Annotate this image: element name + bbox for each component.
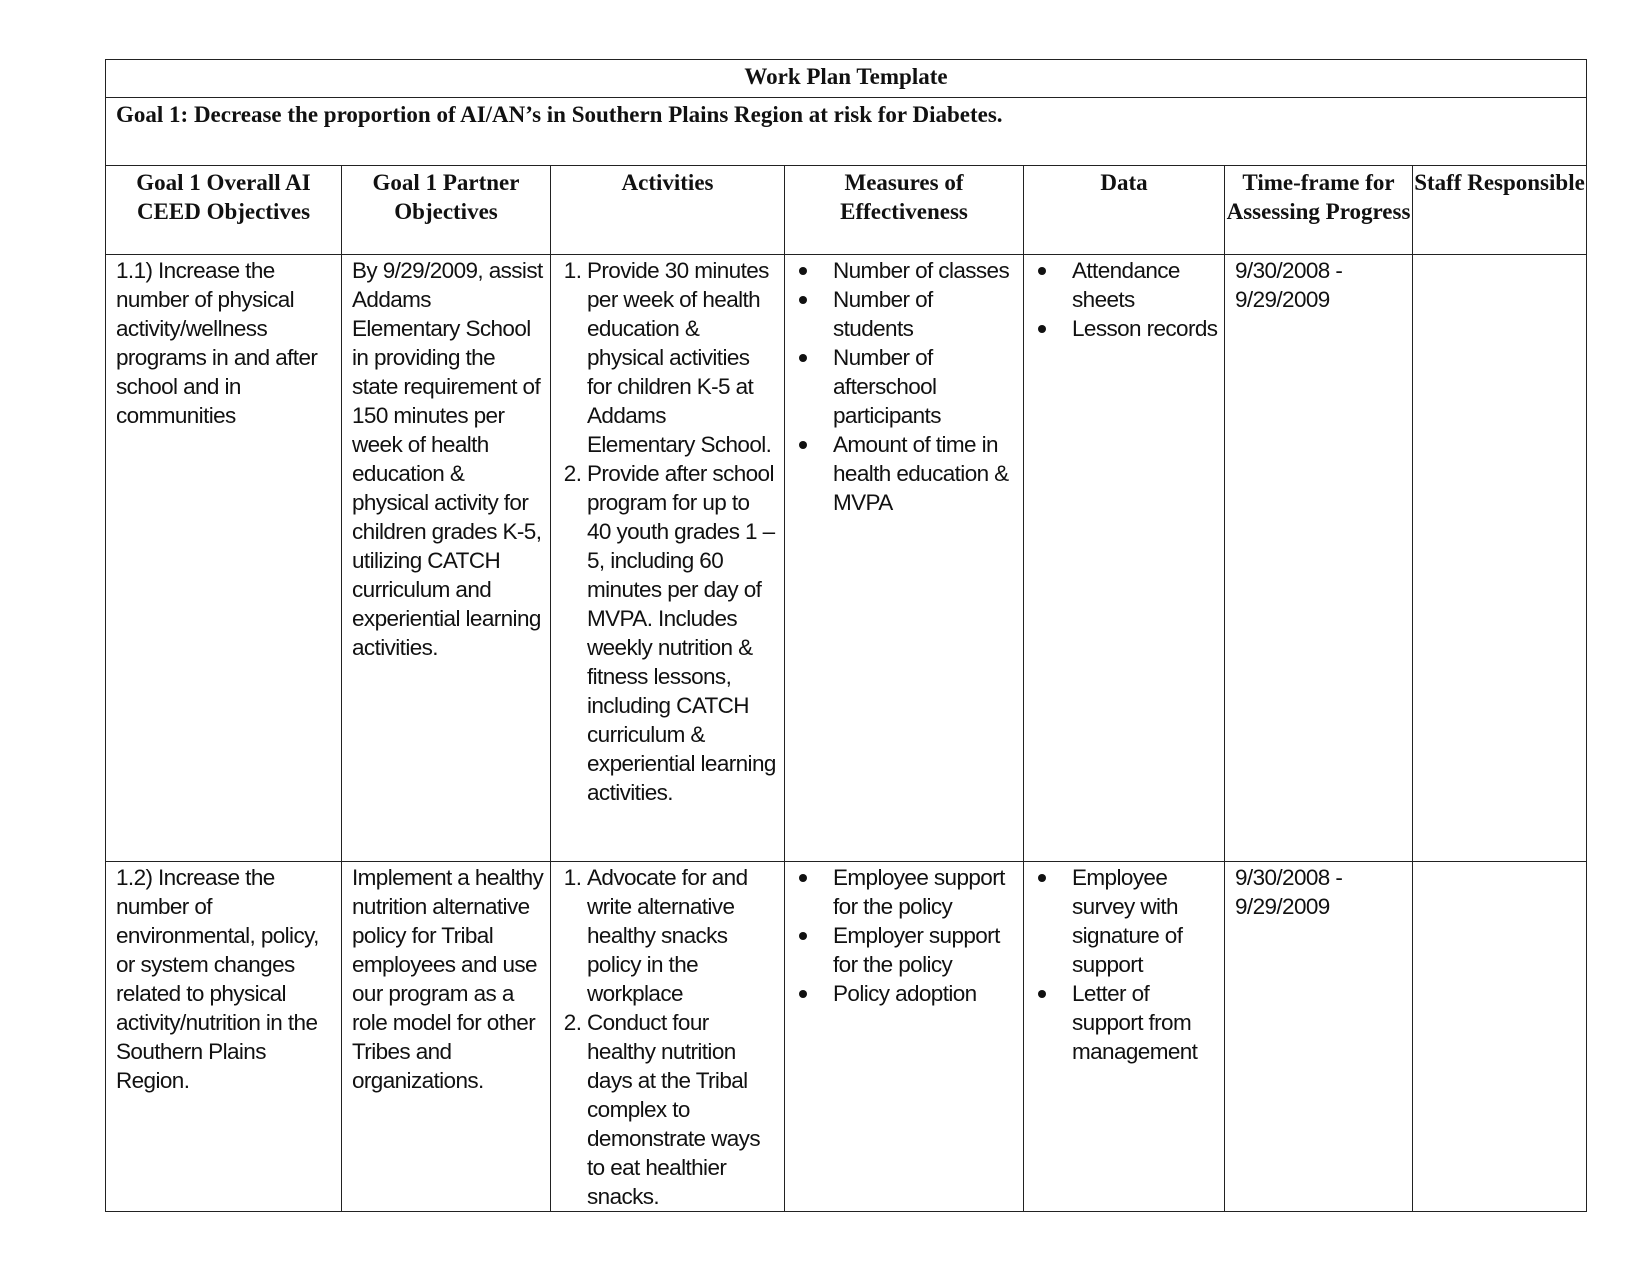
data-list	[1034, 863, 1218, 1066]
activities-list	[561, 863, 778, 1211]
list-item-text: Attendance sheets	[1072, 258, 1180, 312]
list-item: 2. Provide after school program for up to 40 youth grades 1 – 5, including 60 minutes per day of MVPA. Includes weekly nutrition & fitness lessons, including CATCH curriculum & experiential learning activities.	[587, 459, 778, 807]
list-item-text: Number of classes	[833, 258, 1010, 283]
bullet-icon	[1038, 874, 1046, 882]
list-item	[1072, 256, 1218, 314]
staff-cell	[1413, 862, 1587, 1212]
list-item-text: Lesson records	[1072, 316, 1218, 341]
list-item	[1072, 863, 1218, 979]
staff-cell	[1413, 255, 1587, 862]
list-item-text: Number of afterschool participants	[833, 345, 941, 428]
data-cell	[1024, 862, 1225, 1212]
bullet-icon	[1038, 325, 1046, 333]
column-header-data: Data	[1024, 166, 1225, 255]
data-cell	[1024, 255, 1225, 862]
list-item	[833, 979, 1017, 1008]
list-item	[833, 430, 1017, 517]
list-item	[833, 921, 1017, 979]
measures-cell	[785, 255, 1024, 862]
work-plan-table	[105, 59, 1587, 1212]
list-item	[833, 285, 1017, 343]
list-item-text: Employee support for the policy	[833, 865, 1005, 919]
column-header-activities: Activities	[551, 166, 785, 255]
list-item-text: Amount of time in health education & MVPA	[833, 432, 1009, 515]
measures-list	[795, 256, 1017, 517]
activities-cell	[551, 255, 785, 862]
list-item	[833, 343, 1017, 430]
list-item	[833, 256, 1017, 285]
list-item	[1072, 314, 1218, 343]
overall-objective-cell: 1.1) Increase the number of physical activity/wellness programs in and after school and in communities	[106, 255, 342, 862]
timeframe-cell: 9/30/2008 - 9/29/2009	[1225, 255, 1413, 862]
table-row	[106, 255, 1587, 862]
partner-objective-cell: By 9/29/2009, assist Addams Elementary School in providing the state requirement of 150 minutes per week of health education & physical activity for children grades K-5, utilizing CATCH curriculum and experiential learning activities.	[342, 255, 551, 862]
column-header-overall-objectives: Goal 1 Overall AI CEED Objectives	[106, 166, 342, 255]
measures-cell	[785, 862, 1024, 1212]
bullet-icon	[1038, 267, 1046, 275]
column-header-staff: Staff Responsible	[1413, 166, 1587, 255]
data-list	[1034, 256, 1218, 343]
bullet-icon	[799, 932, 807, 940]
column-header-partner-objectives: Goal 1 Partner Objectives	[342, 166, 551, 255]
column-header-timeframe: Time-frame for Assessing Progress	[1225, 166, 1413, 255]
list-item-text: Employee survey with signature of support	[1072, 865, 1183, 977]
list-item-text: Letter of support from management	[1072, 981, 1198, 1064]
bullet-icon	[799, 441, 807, 449]
list-item-text: Number of students	[833, 287, 933, 341]
bullet-icon	[799, 296, 807, 304]
bullet-icon	[799, 874, 807, 882]
bullet-icon	[1038, 990, 1046, 998]
list-item: 1. Advocate for and write alternative healthy snacks policy in the workplace	[587, 863, 778, 1008]
measures-list	[795, 863, 1017, 1008]
goal-statement: Goal 1: Decrease the proportion of AI/AN’s in Southern Plains Region at risk for Diabetes.	[106, 98, 1587, 166]
activities-cell	[551, 862, 785, 1212]
bullet-icon	[799, 990, 807, 998]
list-item	[833, 863, 1017, 921]
column-header-measures: Measures of Effectiveness	[785, 166, 1024, 255]
list-item: 2. Conduct four healthy nutrition days at the Tribal complex to demonstrate ways to eat healthier snacks.	[587, 1008, 778, 1211]
bullet-icon	[799, 354, 807, 362]
list-item-text: Policy adoption	[833, 981, 977, 1006]
document-title: Work Plan Template	[106, 60, 1587, 98]
list-item: 1. Provide 30 minutes per week of health education & physical activities for children K-5 at Addams Elementary School.	[587, 256, 778, 459]
overall-objective-cell: 1.2) Increase the number of environmental, policy, or system changes related to physical activity/nutrition in the Southern Plains Region.	[106, 862, 342, 1212]
partner-objective-cell: Implement a healthy nutrition alternative policy for Tribal employees and use our program as a role model for other Tribes and organizations.	[342, 862, 551, 1212]
activities-list	[561, 256, 778, 807]
list-item-text: Employer support for the policy	[833, 923, 1000, 977]
list-item	[1072, 979, 1218, 1066]
timeframe-cell: 9/30/2008 - 9/29/2009	[1225, 862, 1413, 1212]
table-row	[106, 862, 1587, 1212]
bullet-icon	[799, 267, 807, 275]
